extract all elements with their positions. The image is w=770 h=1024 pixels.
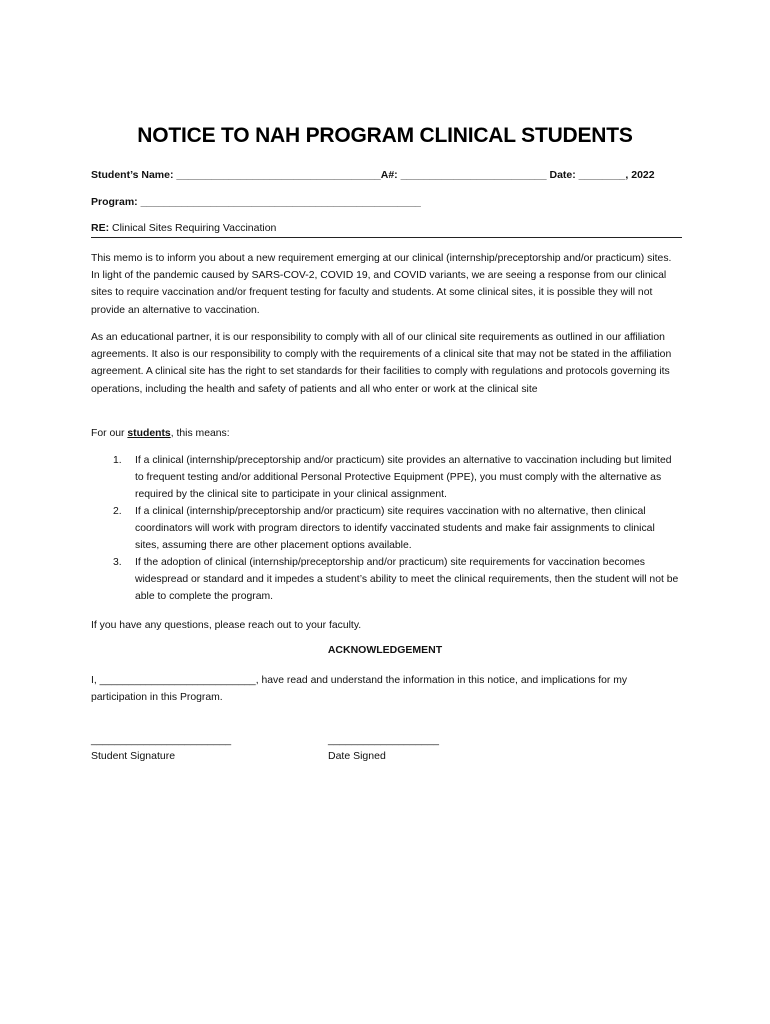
- acknowledgement-heading: ACKNOWLEDGEMENT: [327, 644, 443, 656]
- date-signed-label: Date Signed: [328, 750, 386, 762]
- program-field[interactable]: Program: ________________________________________________: [91, 196, 421, 208]
- student-signature-label: Student Signature: [91, 750, 176, 762]
- student-name-field[interactable]: Student’s Name: ___________________________________A#: _________________________ Date: ________, 2022: [91, 169, 655, 181]
- list-item-text: If a clinical (internship/preceptorship and/or practicum) site provides an alternative to vaccination including but limited to frequent testing and/or additional Personal Protective Equipment (PPE), you must comply with the alternative as required by the clinical site to participate in your clinical assignment.: [135, 455, 672, 500]
- requirements-list: [91, 452, 681, 605]
- re-text: Clinical Sites Requiring Vaccination: [112, 222, 277, 234]
- date-signed-line[interactable]: ___________________: [328, 734, 439, 746]
- questions-paragraph: If you have any questions, please reach out to your faculty.: [91, 620, 362, 631]
- re-line: [91, 222, 682, 238]
- intro-paragraph: This memo is to inform you about a new requirement emerging at our clinical (internship/preceptorship and/or practicum) sites. In light of the pandemic caused by SARS-COV-2, COVID 19, and COVID variants, we are seeing a response from our clinical sites to require vaccination and/or frequent testing for faculty and students. At some clinical sites, it is possible they will not provide an alternative to vaccination.: [91, 253, 672, 316]
- students-emphasis: students: [127, 428, 171, 439]
- list-number: 2.: [113, 506, 122, 517]
- list-item: [91, 554, 681, 605]
- student-signature-line[interactable]: ________________________: [91, 734, 232, 746]
- for-our-suffix: , this means:: [170, 428, 230, 439]
- for-our-prefix: For our: [91, 428, 128, 439]
- list-item: [91, 503, 681, 554]
- list-number: 3.: [113, 557, 122, 568]
- for-our-students-line: [91, 425, 681, 442]
- list-item: [91, 452, 681, 503]
- page-title: NOTICE TO NAH PROGRAM CLINICAL STUDENTS: [137, 124, 633, 147]
- list-number: 1.: [113, 455, 122, 466]
- re-label: RE:: [91, 222, 110, 234]
- partner-paragraph: As an educational partner, it is our responsibility to comply with all of our clinical site requirements as outlined in our affiliation agreements. It also is our responsibility to comply with the requirements of a clinical site that may not be stated in the affiliation agreement. A clinical site has the right to set standards for their facilities to comply with regulations and protocols governing its operations, including the health and safety of patients and all who enter or work at the clinical site: [91, 332, 672, 395]
- acknowledgement-statement[interactable]: I, ___________________________, have read and understand the information in this notice, and implications for my participation in this Program.: [91, 675, 628, 704]
- list-item-text: If a clinical (internship/preceptorship and/or practicum) site requires vaccination with no alternative, then clinical coordinators will work with program directors to identify vaccinated students and make fair assignments to clinical sites, assuming there are other placement options available.: [135, 506, 655, 551]
- list-item-text: If the adoption of clinical (internship/preceptorship and/or practicum) site requirements for vaccination becomes widespread or standard and it impedes a student’s ability to meet the clinical requirements, then the student will not be able to complete the program.: [135, 557, 679, 602]
